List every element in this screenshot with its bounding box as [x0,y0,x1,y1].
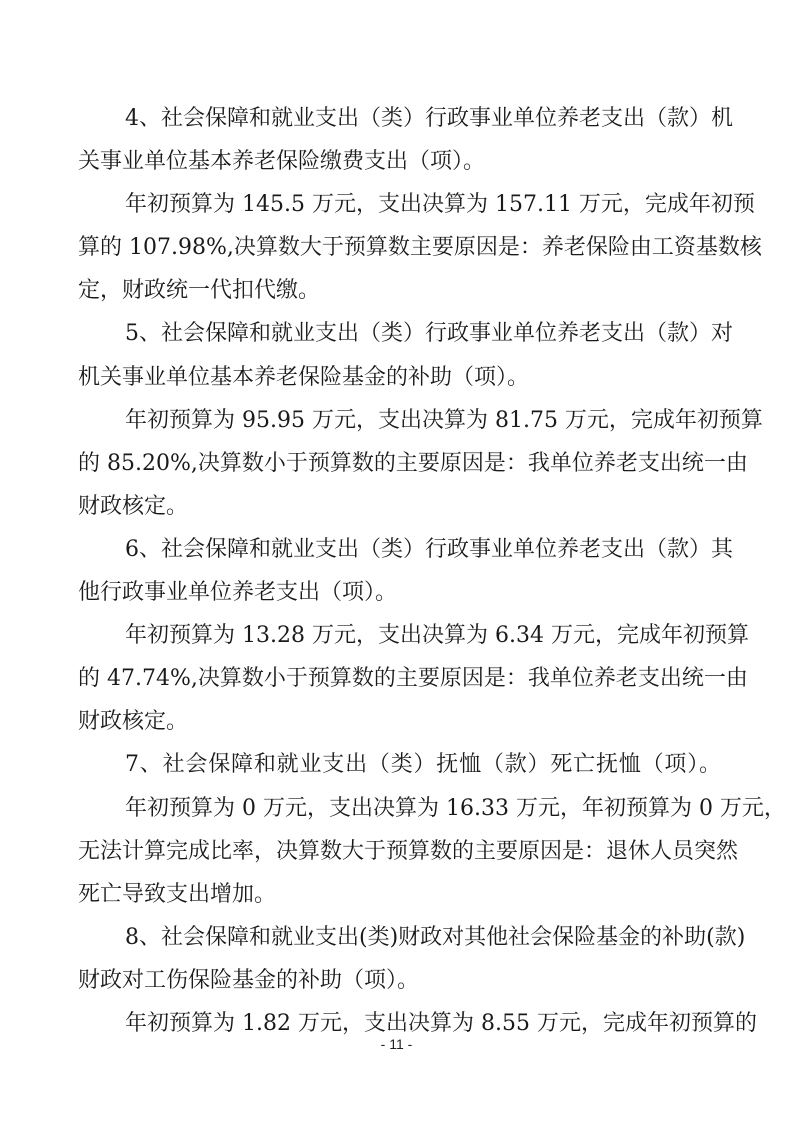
text-line: 财政核定。 [78,493,189,519]
paragraph [78,743,721,786]
text-line: 年初预算为 0 万元，支出决算为 16.33 万元，年初预算为 0 万元， [125,795,786,821]
paragraph [78,916,746,1002]
text-line: 财政对工伤保险基金的补助（项）。 [78,967,420,993]
text-line: 无法计算完成比率，决算数大于预算数的主要原因是：退休人员突然 [78,838,739,864]
paragraph [78,614,749,743]
text-line: 关事业单位基本养老保险缴费支出（项）。 [78,149,486,175]
text-line: 8、社会保障和就业支出(类)财政对其他社会保险基金的补助(款) [125,924,746,950]
text-line: 4、社会保障和就业支出（类）行政事业单位养老支出（款）机 [125,106,733,131]
text-line: 的 85.20%,决算数小于预算数的主要原因是：我单位养老支出统一由 [78,450,748,476]
text-line: 的 47.74%,决算数小于预算数的主要原因是：我单位养老支出统一由 [78,666,748,692]
text-line: 年初预算为 95.95 万元，支出决算为 81.75 万元，完成年初预算 [125,407,763,433]
text-line: 5、社会保障和就业支出（类）行政事业单位养老支出（款）对 [125,321,733,347]
text-line: 机关事业单位基本养老保险基金的补助（项）。 [78,364,530,390]
paragraph [78,183,762,312]
text-line: 年初预算为 13.28 万元，支出决算为 6.34 万元，完成年初预算 [125,623,749,649]
paragraph [78,528,733,614]
text-line: 6、社会保障和就业支出（类）行政事业单位养老支出（款）其 [125,536,733,562]
text-line: 年初预算为 145.5 万元，支出决算为 157.11 万元，完成年初预 [125,192,755,218]
paragraph [78,97,733,183]
text-line: 财政核定。 [78,709,189,735]
text-line: 7、社会保障和就业支出（类）抚恤（款）死亡抚恤（项）。 [125,752,721,778]
text-line: 算的 107.98%,决算数大于预算数主要原因是：养老保险由工资基数核 [78,235,762,261]
paragraph [78,787,786,916]
document-body [78,97,786,1045]
paragraph [78,312,733,398]
text-line: 他行政事业单位养老支出（项）。 [78,580,398,606]
text-line: 定，财政统一代扣代缴。 [78,278,321,304]
paragraph [78,399,763,528]
text-line: 年初预算为 1.82 万元，支出决算为 8.55 万元，完成年初预算的 [125,1010,757,1036]
page-number: - 11 - [380,1036,413,1052]
text-line: 死亡导致支出增加。 [78,881,277,907]
